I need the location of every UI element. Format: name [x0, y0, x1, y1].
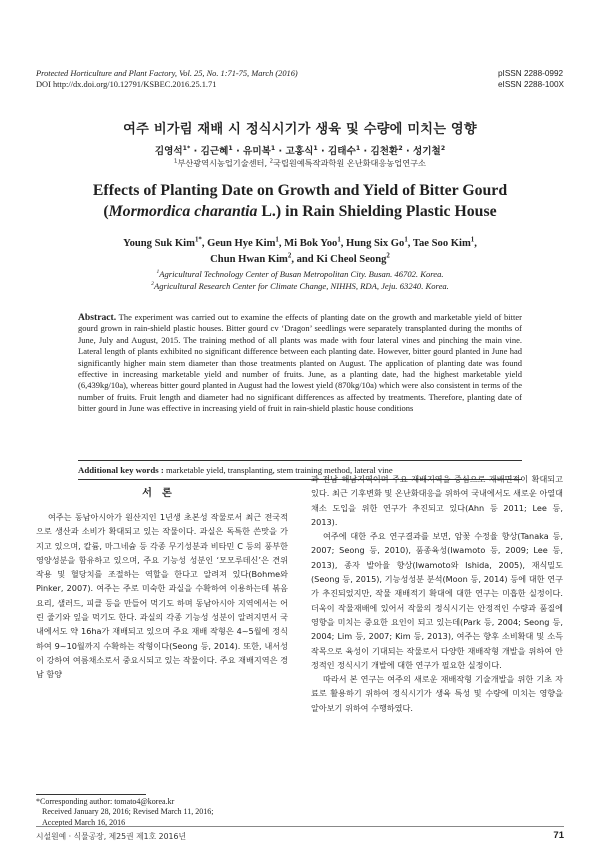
section-title-introduction: 서론 [142, 488, 182, 499]
species-name: Mormordica charantia [108, 203, 258, 220]
abstract-text: The experiment was carried out to examine the effects of planting date on the growth and marketable yield of bitter gourd grown in rain-shield plastic houses. Bitter gourd cv ‘Dragon’ seedlings were separately transplanted during the months of June, July and August, 2015. The training method of all plants was made with four lateral vines and pinching the main vine. Lateral length of plants exhibited no significant difference between each planting date. However, bitter gourd planted in June had significantly higher main stem diameter than those treatments planted on August. The application of planting date was found effective in increasing marketable yield and number of fruits. June, as a planting date, had the highest marketable yield (6,439kg/10a), whereas bitter gourd planted in August had the lowest yield (870kg/10a) which were also consistent in terms of the number of fruits. Fruit length and diameter had no significant differences as affected by treatments. Therefore, planting date of bitter gourd in June was effective in increasing yield of fruit in rain-shield plastic house conditions [78, 312, 522, 414]
english-authors [0, 236, 600, 267]
page-number: 71 [553, 830, 564, 841]
english-authors-line2: Chun Hwan Kim$^2$, and Ki Cheol Seong$^2$ [210, 251, 390, 265]
korean-affiliations: $^1$부산광역시농업기술센터, $^2$국립원예특작과학원 온난화대응농업연구소 [174, 158, 426, 168]
keywords-top-rule [78, 460, 522, 461]
abstract [78, 312, 522, 415]
english-authors-line1: Young Suk Kim$^{1*}$, Geun Hye Kim$^1$, Mi Bok Yoo$^1$, Hung Six Go$^1$, Tae Soo Kim$^1$, [123, 236, 477, 249]
english-affiliations [0, 269, 600, 292]
english-title-line2-rest: L.) in Rain Shielding Plastic House [257, 203, 497, 220]
corresponding-author: *Corresponding author: tomato4@korea.kr [36, 797, 175, 806]
accepted-date: Accepted March 16, 2016 [42, 817, 126, 827]
pissn: pISSN 2288-0992 [498, 69, 564, 78]
korean-title: 여주 비가림 재배 시 정식시기가 생육 및 수량에 미치는 영향 [123, 122, 477, 137]
intro-paragraph-2: 과 전남 해남지역이며 주요 재배지역을 중심으로 재배면적이 확대되고 있다. 최근 기후변화 및 온난화대응을 위하여 국내에서도 새로운 아열대채소 도입을 위한 연구가 추진되고 있다(Ahn 등 2011; Lee 등, 2013). [311, 474, 563, 527]
footer-journal: 시설원예 · 식물공장, 제25권 제1호 2016년 [36, 832, 186, 841]
affiliation-1: $^1$Agricultural Technology Center of Busan Metropolitan City. Busan. 46702. Korea. [156, 269, 444, 279]
footnote [36, 797, 213, 828]
received-date: Received January 28, 2016; Revised March 11, 2016; [42, 807, 214, 817]
affiliation-2: $^2$Agricultural Research Center for Climate Change, NIHHS, RDA, Jeju. 63240. Korea. [151, 280, 449, 291]
footer-rule [36, 826, 564, 827]
intro-paragraph-1: 여주는 동남아시아가 원산지인 1년생 초본성 작물로서 최근 전국적으로 생산과 소비가 확대되고 있는 작물이다. 과실은 독특한 쓴맛을 가지고 있으며, 칼륨, 마그네슘 등 각종 무기성분과 비타민 C 등의 풍부한 영양성분을 함유하고 있으며, 주요 기능성 성분인 ‘모모루데신’은 견위작용 및 혈당치를 조절하는 역할을 한다고 알려져 있다(Bohme와 Pinker, 2007). 여주는 주로 미숙한 과실을 수확하여 이용하는데 볶음요리, 샐러드, 피클 등을 만들어 먹기도 하며 동남아시아 지역에서는 어린 줄기와 잎을 먹기도 한다. 과실의 각종 기능성 성분이 알려지면서 국내에서도 약 16ha가 재배되고 있으며 주요 재배 작형은 4~5월에 정식하여 9~10월까지 수확하는 작형이다(Seong 등, 2014). 또한, 내서성이 강하여 여름채소로서 중요시되고 있는 작물이다. 주요 재배지역은 경남 함양 [36, 512, 288, 680]
english-title [0, 180, 600, 222]
left-column [36, 510, 288, 682]
doi-link[interactable]: DOI http://dx.doi.org/10.12791/KSBEC.2016.25.1.71 [36, 80, 217, 89]
journal-header [36, 68, 298, 90]
eissn: eISSN 2288-100X [498, 80, 564, 89]
keywords-label: Additional key words : [78, 465, 164, 475]
keywords-text: marketable yield, transplanting, stem training method, lateral vine [163, 465, 393, 475]
intro-paragraph-3: 여주에 대한 주요 연구결과를 보면, 암꽃 수정율 향상(Tanaka 등, 2007; Seong 등, 2010), 품종육성(Iwamoto 등, 2009; Lee 등, 2013), 종자 발아율 향상(Iwamoto와 Ishida, 2005), 재식밀도(Seong 등, 2015), 기능성성분 분석(Moon 등, 2014) 등에 대한 연구가 추진되었지만, 작물 재배적기 확대에 대한 연구는 미흡한 실정이다. 더욱이 작물재배에 있어서 작물의 정식시기는 안정적인 수량과 품질에 영향을 미치는 중요한 요인이 되고 있는데(Park 등, 2004; Seong 등, 2004; Lim 등, 2007; Kim 등, 2013), 여주는 향후 소비확대 및 소득작목으로 육성이 기대되는 작물로서 다양한 재배작형 개발을 위하여 안정적인 정식시기 개발에 대한 연구가 필요한 실정이다. [311, 531, 563, 670]
english-title-line1: Effects of Planting Date on Growth and Yield of Bitter Gourd [92, 182, 508, 199]
issn-block [498, 68, 564, 90]
title-paren: ( [103, 203, 109, 220]
journal-citation: Protected Horticulture and Plant Factory, Vol. 25, No. 1:71-75, March (2016) [36, 69, 298, 78]
korean-authors: 김영석$^{1*}$ · 김근혜$^1$ · 유미복$^1$ · 고홍식$^1$ · 김태수$^1$ · 김천환$^2$ · 성기철$^2$ [154, 144, 446, 157]
intro-paragraph-4: 따라서 본 연구는 여주의 새로운 재배작형 기술개발을 위한 기초 자료로 활용하기 위하여 정식시기가 생육 특성 및 수량에 미치는 영향을 알아보기 위하여 수행하였다. [311, 674, 563, 713]
footnote-rule [36, 794, 146, 795]
right-column [311, 472, 563, 715]
abstract-label: Abstract. [78, 312, 117, 323]
english-title-line2 [0, 201, 600, 222]
